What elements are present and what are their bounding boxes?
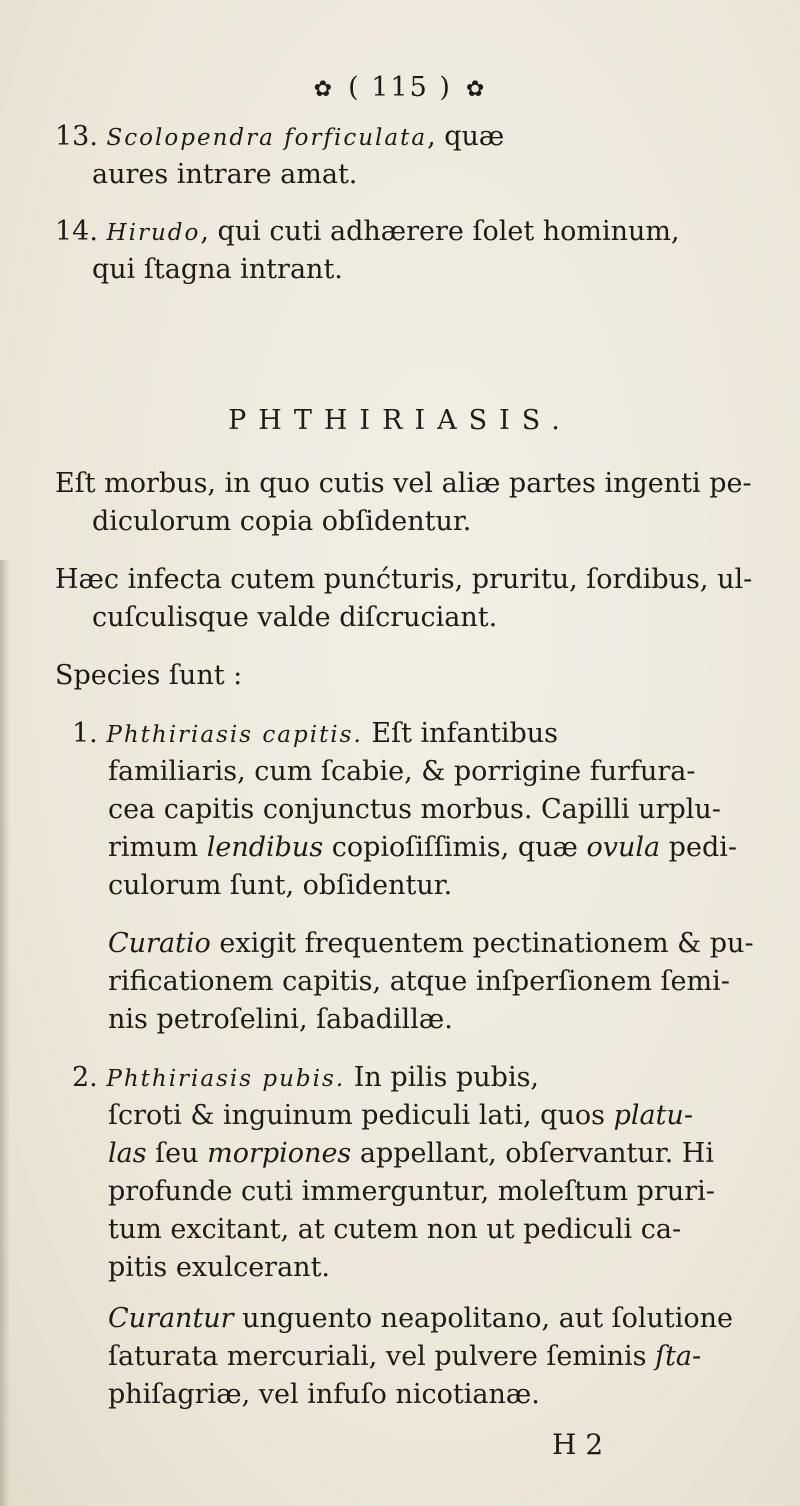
intro-line: Hæc infecta cutem punćturis, pruritu, ſordibus, ul-	[55, 564, 753, 595]
intro-line: diculorum copia obſidentur.	[92, 506, 472, 537]
entry-number: 13.	[55, 121, 98, 152]
species-number: 1.	[72, 718, 98, 749]
italic-term: ſta-	[655, 1341, 702, 1372]
text-span: unguento neapolitano, aut ſolutione	[233, 1303, 734, 1334]
curantur-label: Curantur	[108, 1303, 234, 1334]
curatio-label: Curatio	[108, 928, 211, 959]
text-span: ſcroti & inguinum pediculi lati, quos	[108, 1100, 614, 1131]
species-text: In pilis pubis,	[345, 1062, 540, 1093]
italic-term: ovula	[586, 832, 661, 863]
text-span: exigit frequentem pectinationem & pu-	[210, 928, 754, 959]
page-gutter-shadow	[0, 560, 10, 1506]
entry-13-line-1	[55, 118, 504, 157]
text-span: ſaturata mercuriali, vel pulvere ſeminis	[108, 1341, 656, 1372]
species-text: Eſt infantibus	[362, 718, 559, 749]
intro-line: Species ſunt :	[55, 660, 243, 691]
species-1-line: rificationem capitis, atque inſperſionem ſemi-	[108, 966, 730, 997]
signature-mark: H 2	[552, 1428, 604, 1461]
text-span: , vel infuſo nicotianæ.	[241, 1379, 540, 1410]
text-span: ſeu	[146, 1138, 208, 1169]
species-2-line	[108, 1338, 701, 1376]
species-1-line: cea capitis conjunctus morbus. Capilli urplu-	[108, 794, 721, 825]
species-1-line: culorum ſunt, obſidentur.	[108, 870, 453, 901]
species-2-line	[108, 1135, 714, 1173]
entry-14-line-2: qui ſtagna intrant.	[92, 254, 343, 285]
entry-14-line-1	[55, 213, 680, 252]
species-2-line	[108, 1376, 540, 1414]
species-1-line	[108, 829, 737, 867]
section-title: PHTHIRIASIS.	[228, 405, 572, 436]
entry-number: 14.	[55, 216, 98, 247]
species-1-curatio	[108, 925, 754, 963]
text-span: pedi-	[660, 832, 737, 863]
entry-name: Scolopendra forficulata	[106, 125, 428, 151]
species-1-line: nis petroſelini, ſabadillæ.	[108, 1004, 453, 1035]
species-2-line-1	[72, 1059, 539, 1098]
text-span: appellant, obſervantur. Hi	[351, 1138, 714, 1169]
species-1-line-1	[72, 715, 558, 754]
species-1-line: familiaris, cum ſcabie, & porrigine furfura-	[108, 756, 696, 787]
text-span: phiſagriæ	[108, 1379, 242, 1410]
species-2-line: pitis exulcerant.	[108, 1252, 330, 1283]
italic-term: platu-	[613, 1100, 693, 1131]
page-number: ( 115 )	[348, 72, 452, 103]
species-2-curantur	[108, 1300, 733, 1338]
entry-text: , quæ	[427, 121, 505, 152]
species-name: Phthiriasis pubis.	[106, 1066, 346, 1092]
intro-line: cuſculisque valde diſcruciant.	[92, 602, 498, 633]
intro-line: Eſt morbus, in quo cutis vel aliæ partes ingenti pe-	[55, 468, 752, 499]
species-2-line	[108, 1097, 693, 1135]
italic-term: lendibus	[206, 832, 324, 863]
text-span: copioſiſſimis, quæ	[323, 832, 587, 863]
page-header	[0, 72, 800, 103]
italic-term: morpiones	[207, 1138, 352, 1169]
flower-ornament-icon: ✿	[313, 77, 335, 102]
italic-term: las	[108, 1138, 147, 1169]
text-span: rimum	[108, 832, 207, 863]
entry-text: , qui cuti adhærere ſolet hominum,	[200, 216, 680, 247]
species-name: Phthiriasis capitis.	[106, 722, 363, 748]
entry-name: Hirudo	[106, 220, 201, 246]
species-number: 2.	[72, 1062, 98, 1093]
flower-ornament-icon: ✿	[465, 77, 487, 102]
species-2-line: profunde cuti immerguntur, moleſtum pruri-	[108, 1176, 715, 1207]
entry-13-line-2: aures intrare amat.	[92, 159, 358, 190]
species-2-line: tum excitant, at cutem non ut pediculi ca-	[108, 1214, 682, 1245]
